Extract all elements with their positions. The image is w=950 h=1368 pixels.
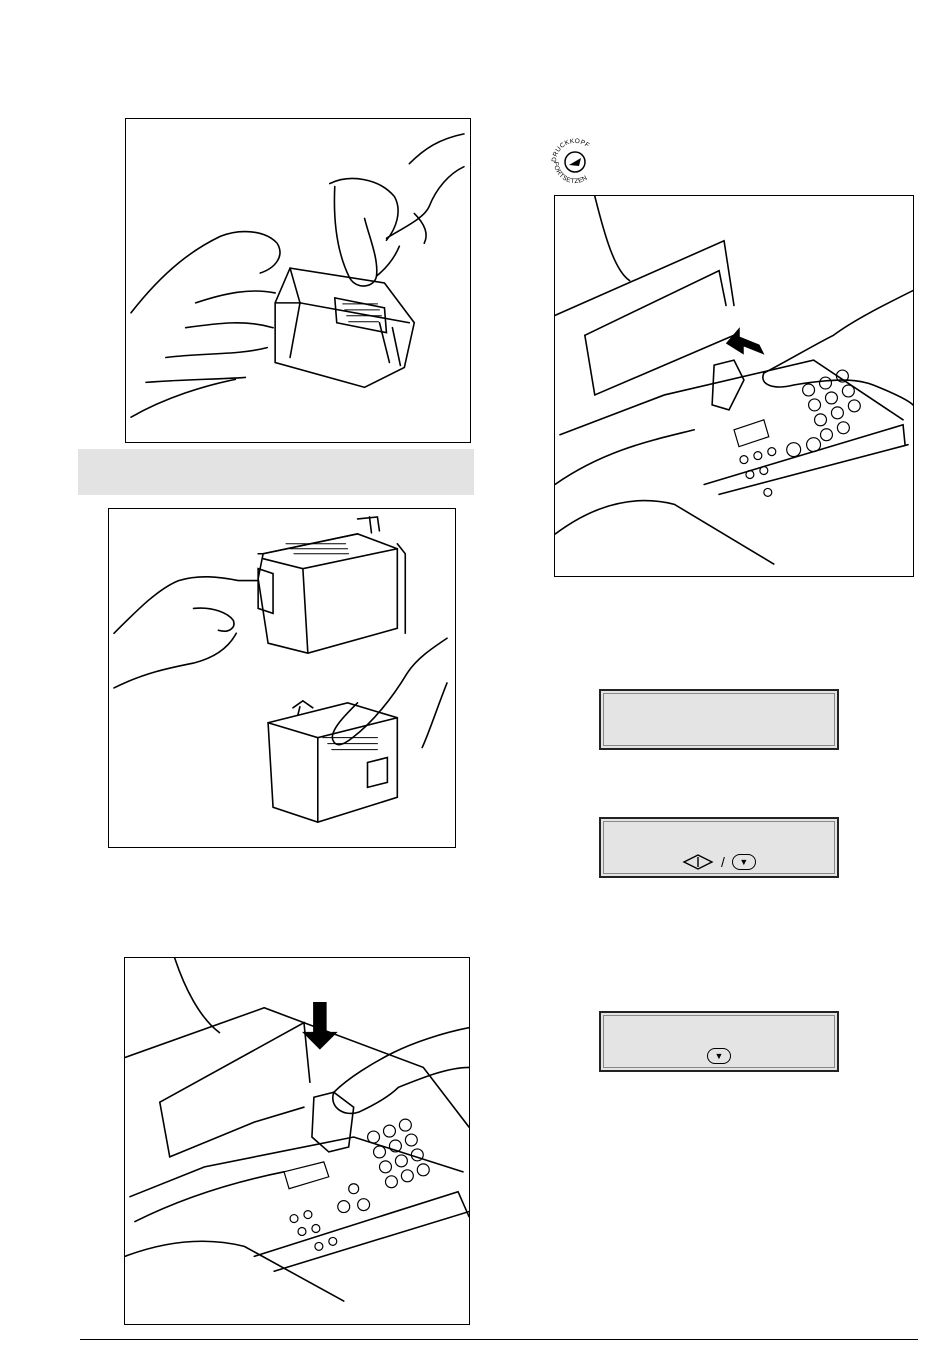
left-right-arrow-key-icon	[682, 854, 714, 870]
hand-inserting-cartridge-icon	[125, 958, 469, 1324]
figure-check-contacts	[108, 508, 456, 848]
figure-lock-cartridge	[554, 195, 914, 577]
hands-touching-cartridge-icon	[109, 509, 455, 847]
caption-band	[78, 449, 474, 495]
badge-line1: DRUCKKOPF	[550, 137, 591, 163]
figure-insert-cartridge	[124, 957, 470, 1325]
hands-peeling-tape-icon	[126, 119, 470, 442]
printhead-continue-badge	[548, 136, 602, 184]
figure-remove-tape	[125, 118, 471, 443]
lcd-display-3	[599, 1011, 839, 1072]
down-arrow-key-icon: ▼	[707, 1048, 731, 1064]
lcd-display-1	[599, 689, 839, 750]
footer-rule	[80, 1339, 918, 1340]
hand-pushing-lever-icon	[555, 196, 913, 576]
key-separator: /	[721, 854, 725, 870]
printhead-continue-icon	[548, 136, 602, 184]
badge-line2: FORTSETZEN	[551, 161, 589, 184]
lcd-display-2	[599, 817, 839, 878]
lcd-keys	[601, 853, 837, 870]
lcd-keys	[601, 1047, 837, 1064]
down-arrow-key-icon: ▼	[732, 854, 756, 870]
